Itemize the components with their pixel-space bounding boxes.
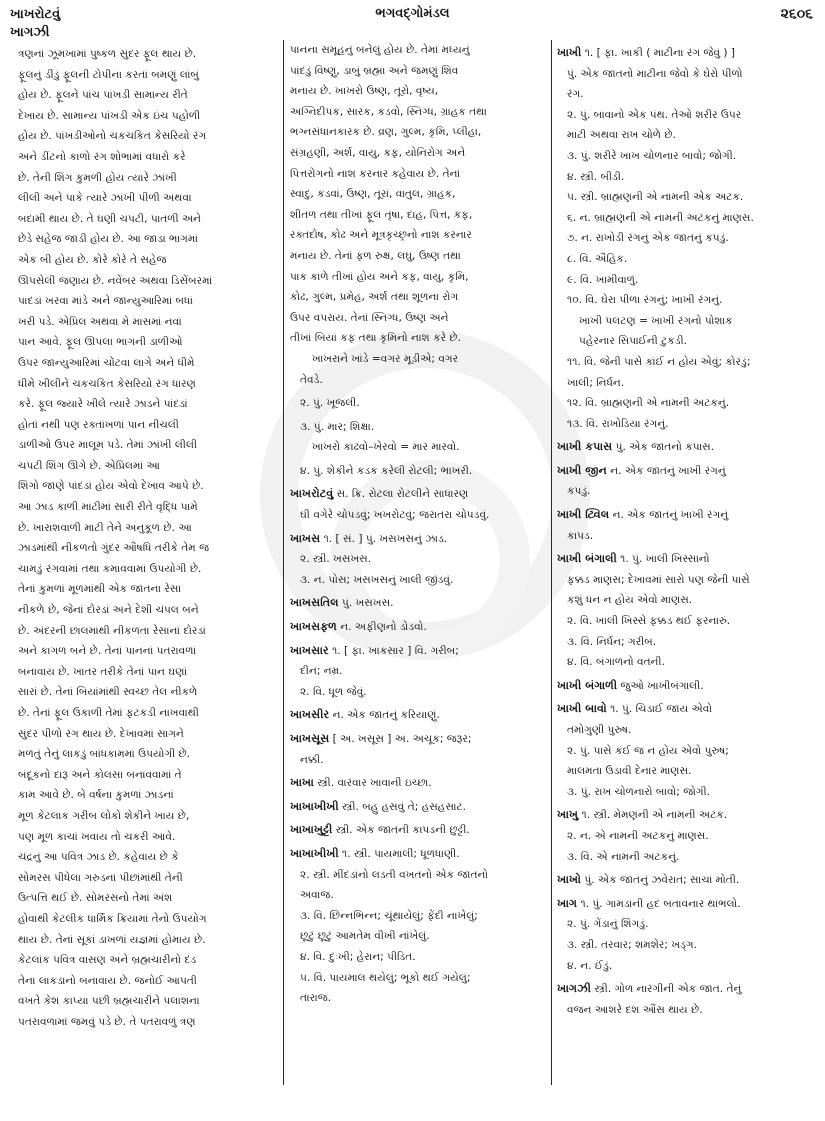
headword: ખાખરોટવું bbox=[290, 487, 334, 501]
definition-text: ન. એક જાતનું કરિયાણું. bbox=[332, 709, 440, 722]
headword: ખાખસૂસ bbox=[290, 732, 330, 745]
body-text-line: ભગ્નસંધાનકારક છે. વ્રણ, ગુલ્મ, કૃમિ, પ્લીહા, bbox=[290, 126, 482, 139]
body-text-line: સોમરસ પીધેલા ગરુડનાં પીછાંમાંથી તેની bbox=[18, 871, 183, 884]
sense-line: ૫. સ્ત્રી. બ્રાહ્મણની એ નામની એક અટક. bbox=[567, 191, 744, 204]
body-text-line: છે. તેની શિંગ કુમળી હોય ત્યારે ઝાંખી bbox=[18, 171, 177, 184]
definition-text: સ. ક્રિ. રોટલા રોટલીને સાધારણ bbox=[336, 488, 469, 501]
headword: ખાખાખુટ્ટી bbox=[290, 823, 333, 837]
dictionary-entry bbox=[290, 484, 552, 525]
body-text-line: હોય છે. ફૂલને પાંચ પાંખડી સામાન્ય રીતે bbox=[18, 89, 188, 102]
headword: ખાખો bbox=[557, 873, 581, 887]
body-text-line: કોઢ, ગુલ્મ, પ્રમેહ, અર્શ તથા શૂળના રોગ bbox=[290, 291, 459, 304]
body-text-line: હોતાં નથી પણ રક્તાંખળાં પાન નીચલી bbox=[18, 418, 179, 431]
body-text-line: રક્તદોષ, કોઢ અને મૂત્રકૃચ્છ્રનો નાશ કરનાર bbox=[290, 229, 472, 242]
dictionary-entry bbox=[557, 894, 819, 976]
body-text-line: લીલી અને પાકે ત્યારે ઝાંખી પીળી અથવા bbox=[18, 192, 192, 205]
dictionary-entry bbox=[290, 820, 552, 841]
sense-line: ૧૧. વિ. જેની પાસે કાંઈ ન હોય એવું; કોરડું; bbox=[567, 355, 751, 368]
definition-text: ન. એક જાતનું ખાખી રંગનું bbox=[612, 509, 729, 522]
dictionary-entry bbox=[290, 593, 552, 614]
headword: ખાખાખીખી bbox=[290, 799, 339, 813]
sense-line: ૨. સ્ત્રી. મીંદડાંનો લડતી વખતનો એક જાતનો bbox=[300, 868, 489, 881]
headword: ખાખી બંગાલી bbox=[557, 552, 617, 566]
sense-line: ૨. પું. ગેંડાનું શિંગડું. bbox=[567, 918, 649, 931]
dictionary-entry bbox=[290, 844, 552, 1009]
definition-text: ૧. સ્ત્રી. પાયમાલી; ધૂળધાણી. bbox=[342, 847, 460, 860]
headword: ખાખસીર bbox=[290, 708, 330, 722]
idiom-line: ખાખરાને ખાંડે =વગર મૂડીએ; વગર bbox=[312, 352, 459, 365]
dictionary-entry bbox=[557, 805, 819, 867]
sense-line: ૨. પું. ખૂજલી. bbox=[300, 397, 360, 410]
body-text-line: શિંગો જાણે પાંદડાં હોય એવો દેખાવ આપે છે. bbox=[18, 480, 204, 493]
page-number: ૨૬૦૬ bbox=[780, 6, 813, 22]
idiom-continuation: તેવડે. bbox=[300, 373, 323, 386]
body-text-line: છે. ખારાશવાળી માટી તેને અનુકૂળ છે. આ bbox=[18, 521, 192, 534]
body-text-line: પતરાવળામાં જમવું પડે છે. તે પતરાવળું ત્રણ bbox=[18, 1015, 196, 1028]
sense-line: ૪. પું. શેકીને કડક કરેલી રોટલી; ભાખરી. bbox=[300, 464, 473, 477]
sense-line: તારાજ. bbox=[300, 992, 332, 1005]
dictionary-entry bbox=[557, 505, 819, 546]
definition-text: સ્ત્રી. એક જાતની કાપડની છુટ્ટી. bbox=[335, 824, 470, 837]
sense-line: ૨. પું. પાસે કંઈ જ ન હોય એવો પુરુષ; bbox=[567, 744, 729, 757]
sense-line: ૪. ન. ઈંડું. bbox=[567, 959, 613, 972]
headword: ખાખા bbox=[290, 776, 314, 790]
definition-continuation: ફક્કડ માણસ; દેખાવમાં સારો પણ જેની પાસે bbox=[567, 573, 750, 586]
definition-text: ૧. પું. ખાલી ખિસ્સાનો bbox=[620, 553, 710, 566]
sense-line: ૨. સ્ત્રી. ખસખસ. bbox=[300, 553, 372, 566]
body-text-line: બદામી થાય છે. તે ઘણી ચપટી, પાતળી અને bbox=[18, 212, 202, 225]
idiom-line: ખાખી પલટણ = ખાખી રંગનો પોશાક bbox=[579, 314, 733, 327]
sense-line: અવાજ. bbox=[300, 889, 334, 902]
body-text-line: હોય છે. પાંખડીઓનો ચકચકિત કેસરિયો રંગ bbox=[18, 130, 207, 143]
body-text-line: એક બી હોય છે. કોરે કોરે તે સહેજ bbox=[18, 253, 167, 266]
sense-line: માટી અથવા રાખ ચોળે છે. bbox=[567, 129, 676, 142]
sense-line: ૭. ન. રાખોડી રંગનું એક જાતનું કપડું. bbox=[567, 232, 729, 245]
sense-line: ૧૩. વિ. રાખોડિયા રંગનું. bbox=[567, 417, 669, 430]
headword: ખાખી જીન bbox=[557, 463, 607, 477]
body-text-line: પિત્તરોગનો નાશ કરનાર કહેવાય છે. તેનાં bbox=[290, 167, 461, 180]
body-text-line: મનાય છે. તેનાં ફળ રુક્ષ, લઘુ, ઉષ્ણ તથા bbox=[290, 249, 461, 262]
body-text-line: પાંદડું વિષ્ણુ, ડાબું બ્રહ્મા અને જમણું શિવ bbox=[290, 64, 459, 77]
body-text-line: છે. તેનાં ફૂલ ઉકાળી તેમાં ફટકડી નાખવાથી bbox=[18, 707, 199, 719]
body-text-line: ઉપર વપરાય. તેનાં સ્નિગ્ધ, ઉષ્ણ અને bbox=[290, 311, 449, 324]
column-1 bbox=[18, 44, 270, 1033]
body-text-line: ધીમે ખીલીને ચકચકિત કેસરિયો રંગ ધારણ bbox=[18, 377, 196, 390]
dictionary-entry bbox=[557, 676, 819, 697]
definition-text: ૧. પું. ચિડાઈ જાય એવો bbox=[610, 703, 713, 716]
sense-line: માલમતા ઉડાવી દેનાર માણસ. bbox=[567, 765, 692, 778]
dictionary-entry bbox=[557, 979, 819, 1020]
headword: ખાખાખીખી bbox=[290, 846, 339, 860]
column-2 bbox=[290, 40, 552, 1009]
definition-continuation: દીન; નમ્ર. bbox=[300, 665, 343, 678]
definition-continuation: કપડું. bbox=[567, 485, 591, 498]
headword: ખાખી bbox=[557, 46, 582, 59]
body-text-line: તેના લાકડાનો બનાવાય છે. જનોઈ આપતી bbox=[18, 974, 197, 987]
headword: ખાખસફળ bbox=[290, 620, 337, 634]
dictionary-entry bbox=[290, 705, 552, 726]
sense-line: ૪. વિ. દુઃખી; હેરાન; પીડિત. bbox=[300, 950, 416, 963]
definition-text: ૧. [ ફા. ખાકસાર ] વિ. ગરીબ; bbox=[332, 644, 459, 657]
dictionary-entry bbox=[557, 437, 819, 458]
body-text-line: ચંદ્રનું આ પવિત્ર ઝાડ છે. કહેવાય છે કે bbox=[18, 851, 179, 864]
body-text-line: બંદૂકનો દારૂ અને કોલસા બનાવવામાં તે bbox=[18, 768, 182, 781]
sense-line: ૩. પું. શરીરે ખાખ ચોળનાર બાવો; જોગી. bbox=[567, 149, 737, 162]
body-text-line: ઝાડમાંથી નીકળતો ગુંદર ઔષધિ તરીકે તેમ જ bbox=[18, 542, 210, 555]
body-text-line: કેટલાંક પવિત્ર વાસણ અને બ્રહ્મચારીનો દંડ bbox=[18, 954, 197, 967]
headword: ખાખસતિલ bbox=[290, 596, 339, 610]
headword: ખાખી કપાસ bbox=[557, 440, 613, 454]
definition-continuation: તમોગુણી પુરુષ. bbox=[567, 724, 632, 736]
sense-line: ૪. સ્ત્રી. બીડી. bbox=[567, 170, 625, 183]
sense-line: ૨. પું. બાવાનો એક પંથ. તેઓ શરીર ઉપર bbox=[567, 108, 742, 121]
headword: ખાખુ bbox=[557, 808, 579, 822]
sense-line: ૩. ન. પોસ; ખસખસનું ખાલી જીંડવું. bbox=[300, 573, 454, 586]
headword: ખાખી બાવો bbox=[557, 702, 607, 716]
body-text-line: સ્વાદુ, કડવાં, ઉષ્ણ, તૂરાં, વાતુલ, ગ્રાહક, bbox=[290, 188, 456, 201]
body-text-line: બનાવાય છે. ખાતર તરીકે તેનાં પાન ઘણાં bbox=[18, 665, 188, 678]
definition-continuation: રંગ. bbox=[567, 88, 584, 101]
body-text-line: હોવાથી કેટલીક ધાર્મિક ક્રિયામાં તેનો ઉપયોગ bbox=[18, 912, 207, 925]
guide-word-first: ખાખરોટવું bbox=[10, 7, 61, 22]
sense-line: ૩. વિ. એ નામની અટકનું. bbox=[567, 850, 680, 863]
body-text-line: વખતે કેશ કાપ્યા પછી બ્રહ્મચારીને પલાશના bbox=[18, 995, 200, 1008]
dictionary-entry bbox=[557, 43, 819, 434]
sense-line: ૩. વિ. છિન્નભિન્ન; ચૂંથાયેલું; ફેંદી નાખેલું; bbox=[300, 909, 478, 922]
headword: ખાખસાર bbox=[290, 643, 329, 657]
dictionary-entry bbox=[290, 773, 552, 794]
headword: ખાખી ટ્વિલ bbox=[557, 508, 610, 522]
body-text-line: ડાળીઓ ઉપર માલૂમ પડે. તેમાં ઝાંખી લીલી bbox=[18, 439, 197, 452]
definition-continuation: કશું ધન ન હોય એવો માણસ. bbox=[567, 594, 693, 607]
idiom-continuation: પહેરનાર સિપાઈની ટુકડી. bbox=[579, 335, 687, 348]
headword: ખાખસ bbox=[290, 531, 321, 545]
dictionary-entry bbox=[557, 870, 819, 891]
definition-continuation: કાપડ. bbox=[567, 529, 594, 542]
body-text-line: સંગ્રહણી, અર્શ, વાયુ, કફ, યોનિરોગ અને bbox=[290, 146, 466, 159]
body-text-line: છેડે સહેજ જાડી હોય છે. આ જાડા ભાગમાં bbox=[18, 233, 198, 246]
definition-continuation: ઘી વગેરે ચોપડવું; ખખરોટવું; જરાતરા ચોપડવું. bbox=[300, 509, 490, 522]
body-text-line: શીતળ તથા તીખાં ફૂલ તૃષા, દાહ, પિત્ત, કફ, bbox=[290, 208, 473, 221]
sense-line: ૨. વિ. ધૂળ જેવું. bbox=[300, 685, 367, 698]
body-text-line: પણ મૂળ કાચાં ખવાય તો ચકરી આવે. bbox=[18, 830, 176, 843]
guide-word-last: ખાગઝી bbox=[10, 25, 50, 40]
sense-line: ૯. વિ. ખામીવાળું. bbox=[567, 273, 639, 286]
idiom-line: ખાખરો કાઢવો–ખેરવો = માર મારવો. bbox=[312, 441, 460, 454]
headword: ખાગઝી bbox=[557, 982, 591, 996]
body-text-line: ફૂલનું ડીંડું ફૂલની ટોપીના કરતાં બમણું લાંબું bbox=[18, 68, 199, 81]
body-text-line: મૂળ કેટલાક ગરીબ લોકો શેકીને ખાય છે, bbox=[18, 809, 190, 822]
body-text-line: કામ આવે છે. બે વર્ષના કુમળાં ઝાડનાં bbox=[18, 789, 174, 802]
definition-continuation: પું. એક જાતનો માટીના જેવો કે ઘેરો પીળો bbox=[567, 67, 743, 80]
body-text-line: ખરી પડે. એપ્રિલ અથવા મે માસમાં નવાં bbox=[18, 315, 182, 328]
body-text-line: અગ્નિદીપક, સારક, કડવો, સ્નિગ્ધ, ગ્રાહક તથા bbox=[290, 105, 487, 118]
definition-text: ૧. પું. ગામડાની હદ બતાવનાર થાંભલો. bbox=[580, 897, 741, 910]
column-3 bbox=[557, 40, 819, 1020]
body-text-line: નીકળે છે, જેનાં દોરડાં અને દેશી ચંપલ બને bbox=[18, 604, 199, 617]
body-text-line: તેનાં કુમળાં મૂળમાંથી એક જાતના રેસા bbox=[18, 583, 182, 596]
definition-text: [ અ. ખસૂસ ] અ. અચૂક; જરૂર; bbox=[332, 733, 472, 745]
definition-text: પું. ખસખસ. bbox=[341, 597, 394, 610]
body-text-line: મળતું તેનું લાકડું બાંધકામમાં ઉપયોગી છે. bbox=[18, 748, 191, 761]
dictionary-entry bbox=[557, 461, 819, 502]
definition-text: ૧. [ સં. ] પું. ખસખસનું ઝાડ. bbox=[323, 532, 448, 545]
body-text-line: અને ડીંટનો કાળો રંગ શોભામાં વધારો કરે bbox=[18, 150, 186, 163]
body-text-line: મનાય છે. ખાખરો ઉષ્ણ, તૂરો, વૃષ્ય, bbox=[290, 85, 439, 98]
body-text-line: તીખાં બિયાં કફ તથા કૃમિનો નાશ કરે છે. bbox=[290, 332, 461, 345]
dictionary-entry bbox=[290, 797, 552, 818]
headword: ખાખી બંગાળી bbox=[557, 678, 618, 692]
sense-line: ૮. વિ. ઐહિક. bbox=[567, 252, 628, 265]
definition-text: જુઓ ખાખીબંગાલી. bbox=[620, 679, 704, 692]
definition-text: પું. એક જાતનું ઝવેરાત; સાચાં મોતી. bbox=[584, 874, 740, 887]
body-text-line: કરે. ફૂલ જ્યારે ખીલે ત્યારે ઝાડને પાંદડાં bbox=[18, 398, 188, 411]
sense-line: ૩. વિ. નિર્ધન; ગરીબ. bbox=[567, 635, 657, 648]
body-text-line: સુંદર પીળો રંગ થાય છે. દેખાવમાં સાગને bbox=[18, 727, 184, 740]
definition-text: પું. એક જાતનો કપાસ. bbox=[615, 441, 715, 454]
definition-text: ૧. સ્ત્રી. મેમણની એ નામની અટક. bbox=[581, 809, 728, 822]
dictionary-entry bbox=[557, 549, 819, 673]
dictionary-entry bbox=[290, 529, 552, 591]
sense-line: ૧૦. વિ. ઘેરા પીળા રંગનું; ખાખી રંગનું. bbox=[567, 294, 723, 307]
body-text-line: થાય છે. તેનાં સૂકાં ડાખળાં યજ્ઞમાં હોમાય છે. bbox=[18, 933, 206, 946]
body-text-line: ત્રણનાં ઝૂમખામાં પુષ્કળ સુંદર ફૂલ થાય છે. bbox=[18, 48, 197, 60]
column-divider bbox=[283, 40, 284, 1085]
sense-line: ૧૨. વિ. બ્રાહ્મણની એ નામની અટકનું. bbox=[567, 397, 730, 410]
definition-text: સ્ત્રી. બહુ હસવું તે; હસહસાટ. bbox=[342, 800, 467, 813]
body-text-line: દેખાય છે. સામાન્ય પાંખડી એક ઇંચ પહોળી bbox=[18, 109, 201, 122]
body-text-line: પાક કાળે તીખાં હોય અને કફ, વાયુ, કૃમિ, bbox=[290, 270, 469, 283]
headword: ખાગ bbox=[557, 896, 578, 910]
body-text-line: ઊપસેલી જણાય છે. નવેંબર અથવા ડિસેંબરમાં bbox=[18, 274, 213, 287]
sense-line: ૩. પું. રાખ ચોળનારો બાવો; જોગી. bbox=[567, 785, 711, 798]
running-title: ભગવદ્ગોમંડલ bbox=[375, 6, 450, 21]
body-text-line: સારાં છે. તેનાં બિયાંમાંથી સ્વચ્છ તેલ નીકળે bbox=[18, 686, 198, 699]
body-text-line: ચપટી શિંગ ઊગે છે. એપ્રિલમાં આ bbox=[18, 459, 160, 472]
definition-continuation: નક્કી. bbox=[300, 753, 324, 766]
sense-line: ૩. સ્ત્રી. તરવાર; શમશેર; ખડ્ગ. bbox=[567, 938, 697, 951]
body-text-line: પાનના સમૂહનું બનેલું હોય છે. તેમાં મધ્યનું bbox=[290, 44, 470, 56]
definition-text: સ્ત્રી. ગોળ નારંગીની એક જાત. તેનું bbox=[594, 983, 742, 996]
body-text-line: ઉપર જાન્યુઆરિમાં ચોંટવા લાગે અને ધીમે bbox=[18, 356, 195, 369]
sense-line: ૪. વિ. બંગાળનો વતની. bbox=[567, 656, 665, 669]
body-text-line: છે. અંદરની છાલમાંથી નીકળતા રેસાનાં દોરડાં bbox=[18, 624, 206, 637]
sense-line: ૫. વિ. પાયમાલ થયેલું; ભૂકો થઈ ગયેલું; bbox=[300, 971, 471, 984]
sense-line: ૬. ન. બ્રાહ્મણની એ નામની અટકનું માણસ. bbox=[567, 211, 754, 224]
definition-text: સ્ત્રી. વારંવાર ખાવાની ઇચ્છા. bbox=[317, 777, 432, 790]
dictionary-entry bbox=[290, 617, 552, 638]
sense-line: ૩. પું. માર; શિક્ષા. bbox=[300, 420, 375, 433]
sense-line: ખાલી; નિર્ધન. bbox=[567, 376, 625, 389]
body-text-line: અને કાગળ બને છે. તેનાં પાનનાં પતરાવળાં bbox=[18, 645, 197, 658]
definition-text: ન. અફીણનો ડોડવો. bbox=[340, 621, 427, 634]
definition-text: ૧. [ ફા. ખાકી ( માટીના રંગ જેવું ) ] bbox=[584, 47, 736, 59]
dictionary-entry bbox=[290, 641, 552, 703]
dictionary-entry bbox=[557, 699, 819, 802]
sense-line: ૨. ન. એ નામની અટકનું માણસ. bbox=[567, 829, 709, 842]
body-text-line: આ ઝાડ કાળી માટીમાં સારી રીતે વૃદ્ધિ પામે bbox=[18, 501, 198, 514]
body-text-line: ચામડું રંગવામાં તથા કમાવવામાં ઉપયોગી છે. bbox=[18, 562, 202, 575]
body-text-line: પાન આવે. ફૂલ ઊપલા ભાગની ડાળીઓ bbox=[18, 336, 183, 349]
definition-text: ન. એક જાતનું ખાખી રંગનું bbox=[610, 464, 726, 477]
body-text-line: ઉત્પત્તિ થઈ છે. સોમરસનો તેમાં અંશ bbox=[18, 892, 173, 905]
sense-line: છૂટું છૂટું આમતેમ વીખી નાંખેલું. bbox=[300, 930, 430, 943]
definition-continuation: વજન આશરે દશ ઔંસ થાય છે. bbox=[567, 1003, 703, 1016]
dictionary-entry bbox=[290, 729, 552, 770]
sense-line: ૨. વિ. ખાલી ખિસ્સે ફક્કડ થઈ ફરનારું. bbox=[567, 615, 731, 628]
body-text-line: પાદડાં ખરવા માંડે અને જાન્યુઆરિમાં બધાં bbox=[18, 295, 193, 308]
